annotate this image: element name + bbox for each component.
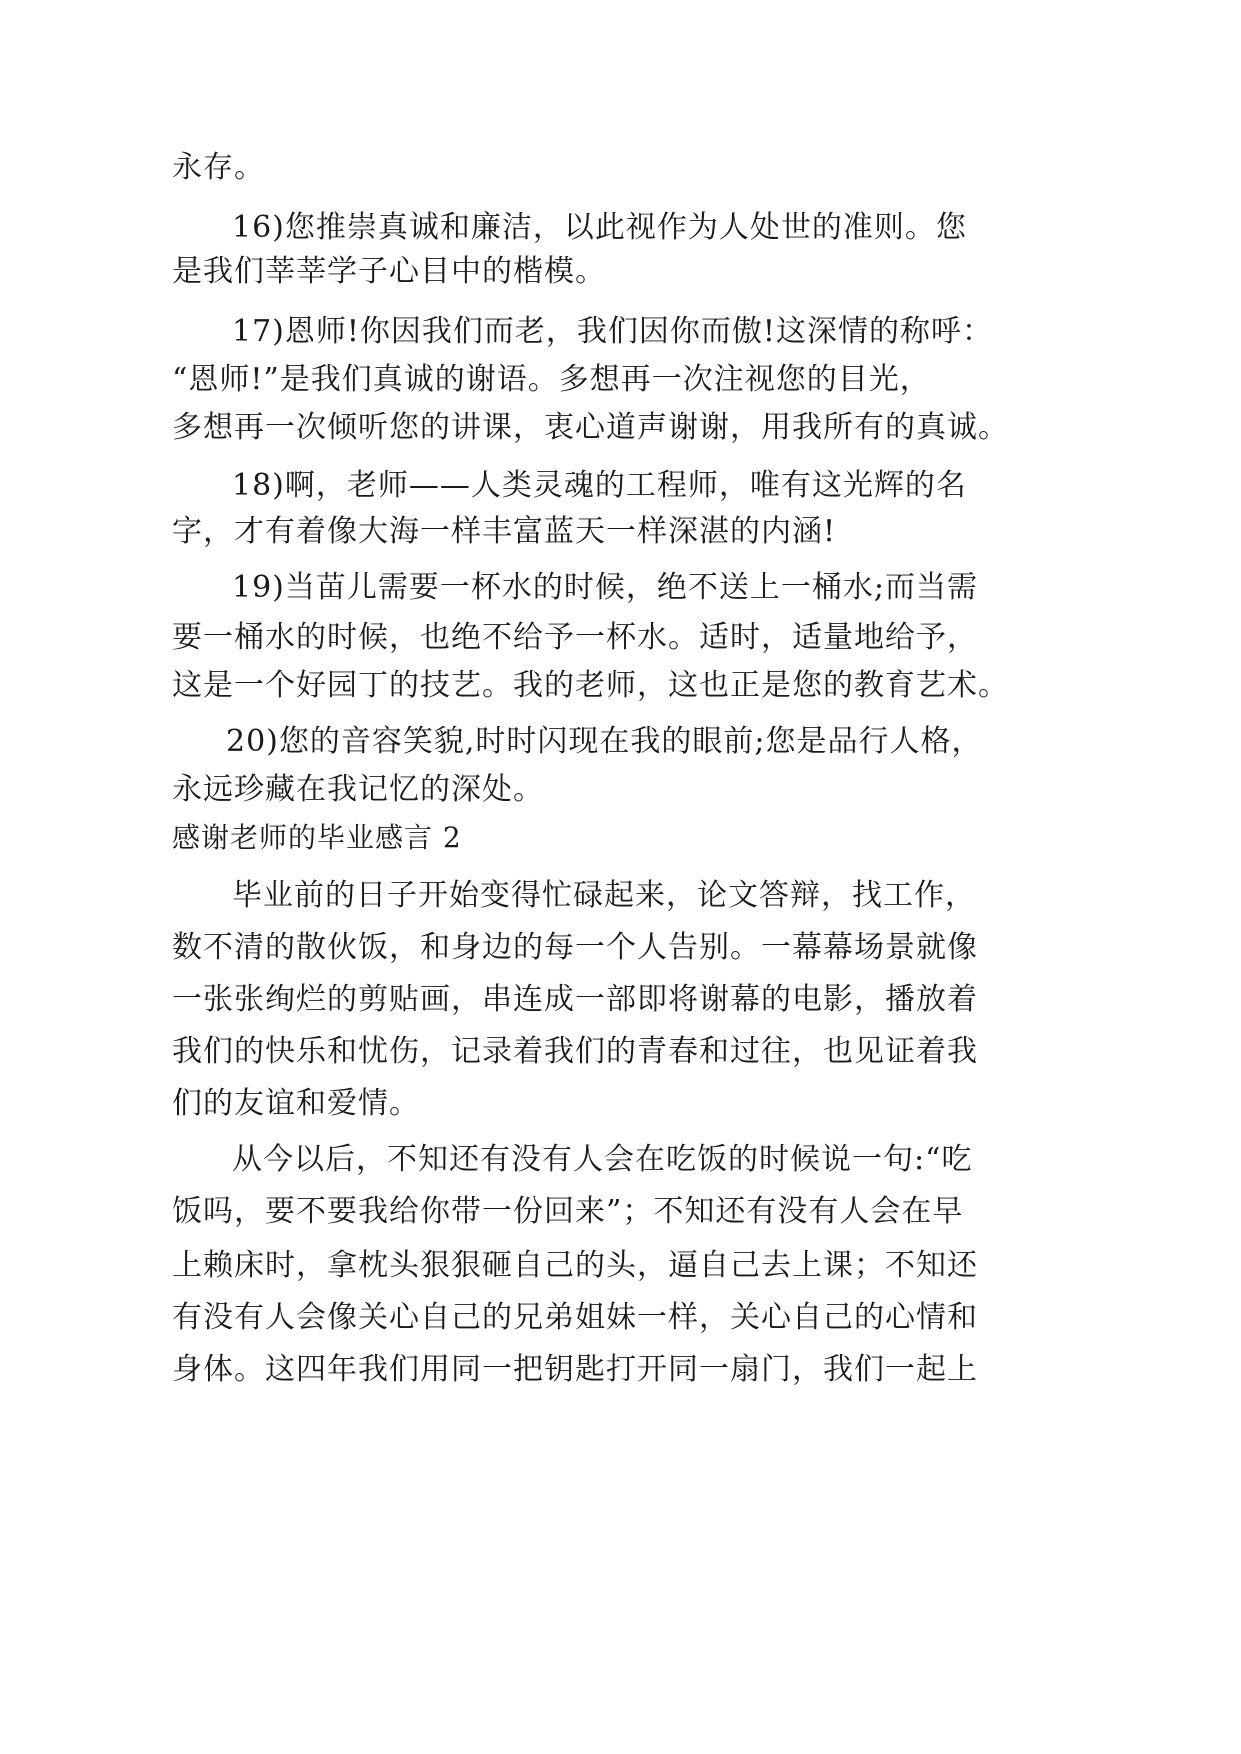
text-line: 字，才有着像大海一样丰富蓝天一样深湛的内涵! <box>172 514 837 549</box>
text-line: 这是一个好园丁的技艺。我的老师，这也正是您的教育艺术。 <box>172 668 1009 703</box>
text-line: 我们的快乐和忧伤，记录着我们的青春和过往，也见证着我 <box>172 1034 978 1069</box>
text-line: 19)当苗儿需要一杯水的时候，绝不送上一桶水;而当需 <box>232 570 978 605</box>
text-line: 17)恩师!你因我们而老，我们因你而傲!这深情的称呼： <box>232 314 993 349</box>
text-line: 18)啊，老师——人类灵魂的工程师，唯有这光辉的名 <box>232 468 967 503</box>
text-line: 永存。 <box>172 150 265 185</box>
text-line: 永远珍藏在我记忆的深处。 <box>172 772 544 807</box>
text-line: 饭吗，要不要我给你带一份回来”；不知还有没有人会在早 <box>172 1194 964 1229</box>
text-line: 20)您的音容笑貌,时时闪现在我的眼前;您是品行人格， <box>226 724 983 759</box>
text-line: 们的友谊和爱情。 <box>172 1086 420 1121</box>
text-line: 毕业前的日子开始变得忙碌起来，论文答辩，找工作， <box>232 878 976 913</box>
text-line: 是我们莘莘学子心目中的楷模。 <box>172 254 606 289</box>
text-line: 身体。这四年我们用同一把钥匙打开同一扇门，我们一起上 <box>172 1352 978 1387</box>
text-line: 16)您推崇真诚和廉洁，以此视作为人处世的准则。您 <box>232 210 967 245</box>
text-line: 从今以后，不知还有没有人会在吃饭的时候说一句:“吃 <box>232 1142 973 1177</box>
text-line: 上赖床时，拿枕头狠狠砸自己的头，逼自己去上课；不知还 <box>172 1248 978 1283</box>
text-line: 一张张绚烂的剪贴画，串连成一部即将谢幕的电影，播放着 <box>172 982 978 1017</box>
section-heading: 感谢老师的毕业感言 2 <box>172 821 462 854</box>
text-line: 数不清的散伙饭，和身边的每一个人告别。一幕幕场景就像 <box>172 930 978 965</box>
text-line: 多想再一次倾听您的讲课，衷心道声谢谢，用我所有的真诚。 <box>172 410 1009 445</box>
text-line: 有没有人会像关心自己的兄弟姐妹一样，关心自己的心情和 <box>172 1300 978 1335</box>
text-line: 要一桶水的时候，也绝不给予一杯水。适时，适量地给予， <box>172 620 978 655</box>
text-line: “恩师!”是我们真诚的谢语。多想再一次注视您的目光， <box>172 362 931 397</box>
